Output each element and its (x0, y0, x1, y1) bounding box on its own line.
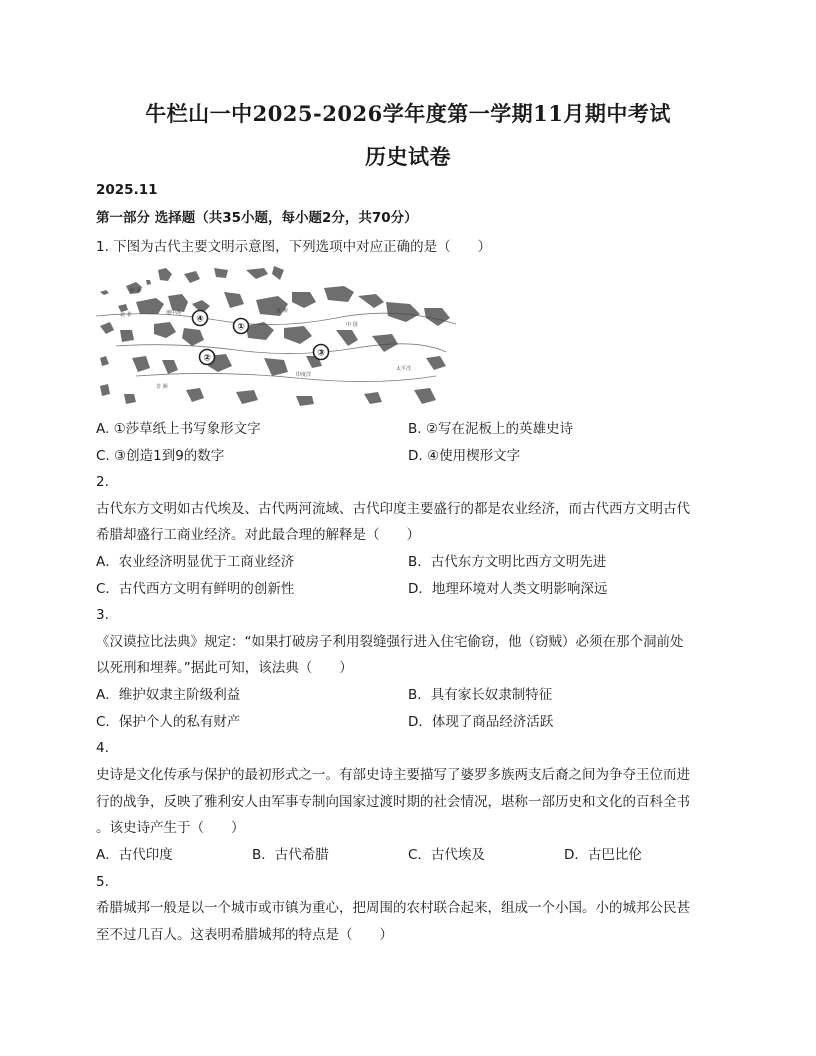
svg-text:亚 洲: 亚 洲 (276, 308, 288, 314)
q1-option-b[interactable]: B. ②写在泥板上的英雄史诗 (408, 421, 573, 437)
map-marker-2 (200, 350, 215, 365)
q2-stem-line-1: 古代东方文明如古代埃及、古代两河流域、古代印度主要盛行的都是农业经济，而古代西方文明古代 (96, 501, 690, 517)
map-marker-4 (193, 311, 208, 326)
svg-text:中 国: 中 国 (346, 322, 358, 328)
q3-stem-line-1: 《汉谟拉比法典》规定：“如果打破房子利用裂缝强行进入住宅偷窃，他（窃贼）必须在那个洞前处 (96, 634, 684, 650)
q2-number: 2. (96, 474, 109, 490)
exam-title: 牛栏山一中2025-2026学年度第一学期11月期中考试 (145, 101, 671, 126)
q3-option-a[interactable]: A．维护奴隶主阶级利益 (96, 687, 241, 703)
q2-option-d[interactable]: D．地理环境对人类文明影响深远 (408, 581, 608, 597)
svg-text:欧 洲: 欧 洲 (130, 288, 142, 294)
q4-option-c[interactable]: C．古代埃及 (408, 847, 485, 863)
svg-text:北 非: 北 非 (120, 312, 132, 318)
q2-option-a[interactable]: A．农业经济明显优于工商业经济 (96, 554, 295, 570)
q5-stem-line-1: 希腊城邦一般是以一个城市或市镇为重心，把周围的农村联合起来，组成一个小国。小的城邦公民甚 (96, 900, 690, 916)
svg-text:非 洲: 非 洲 (156, 384, 168, 390)
q4-option-d[interactable]: D．古巴比伦 (564, 847, 642, 863)
q4-option-a[interactable]: A．古代印度 (96, 847, 173, 863)
svg-text:印度洋: 印度洋 (296, 372, 312, 378)
q2-option-c[interactable]: C．古代西方文明有鲜明的创新性 (96, 581, 295, 597)
q3-option-d[interactable]: D．体现了商品经济活跃 (408, 714, 554, 730)
q3-number: 3. (96, 607, 109, 623)
q2-stem-line-2: 希腊却盛行工商业经济。对此最合理的解释是（ ） (96, 527, 420, 543)
exam-date: 2025.11 (96, 182, 158, 198)
svg-text:①: ① (237, 322, 245, 333)
q4-stem-line-2: 行的战争，反映了雅利安人由军事专制向国家过渡时期的社会情况，堪称一部历史和文化的百科全书 (96, 794, 690, 810)
q1-stem: 1. 下图为古代主要文明示意图，下列选项中对应正确的是（ ） (96, 239, 492, 255)
map-marker-1 (234, 319, 249, 334)
q5-number: 5. (96, 874, 109, 890)
q4-option-b[interactable]: B．古代希腊 (252, 847, 329, 863)
svg-text:②: ② (203, 353, 211, 364)
ancient-civilizations-map (96, 266, 456, 414)
q1-option-c[interactable]: C. ③创造1到9的数字 (96, 448, 225, 464)
q4-stem-line-3: 。该史诗产生于（ ） (96, 820, 245, 836)
svg-text:地中海: 地中海 (166, 310, 182, 316)
q4-stem-line-1: 史诗是文化传承与保护的最初形式之一。有部史诗主要描写了婆罗多族两支后裔之间为争夺王位而进 (96, 767, 690, 783)
exam-subtitle: 历史试卷 (365, 144, 451, 169)
q5-stem-line-2: 至不过几百人。这表明希腊城邦的特点是（ ） (96, 927, 393, 943)
q1-option-a[interactable]: A. ①莎草纸上书写象形文字 (96, 421, 261, 437)
q2-option-b[interactable]: B．古代东方文明比西方文明先进 (408, 554, 607, 570)
q1-option-d[interactable]: D. ④使用楔形文字 (408, 448, 521, 464)
svg-text:④: ④ (196, 314, 204, 325)
q3-option-b[interactable]: B．具有家长奴隶制特征 (408, 687, 553, 703)
q4-number: 4. (96, 740, 109, 756)
svg-text:③: ③ (317, 348, 325, 359)
map-marker-3 (314, 345, 329, 360)
svg-text:太平洋: 太平洋 (396, 366, 412, 372)
q3-option-c[interactable]: C．保护个人的私有财产 (96, 714, 241, 730)
q3-stem-line-2: 以死刑和埋葬。”据此可知，该法典（ ） (96, 660, 353, 676)
section-heading: 第一部分 选择题（共35小题，每小题2分，共70分） (96, 210, 418, 226)
